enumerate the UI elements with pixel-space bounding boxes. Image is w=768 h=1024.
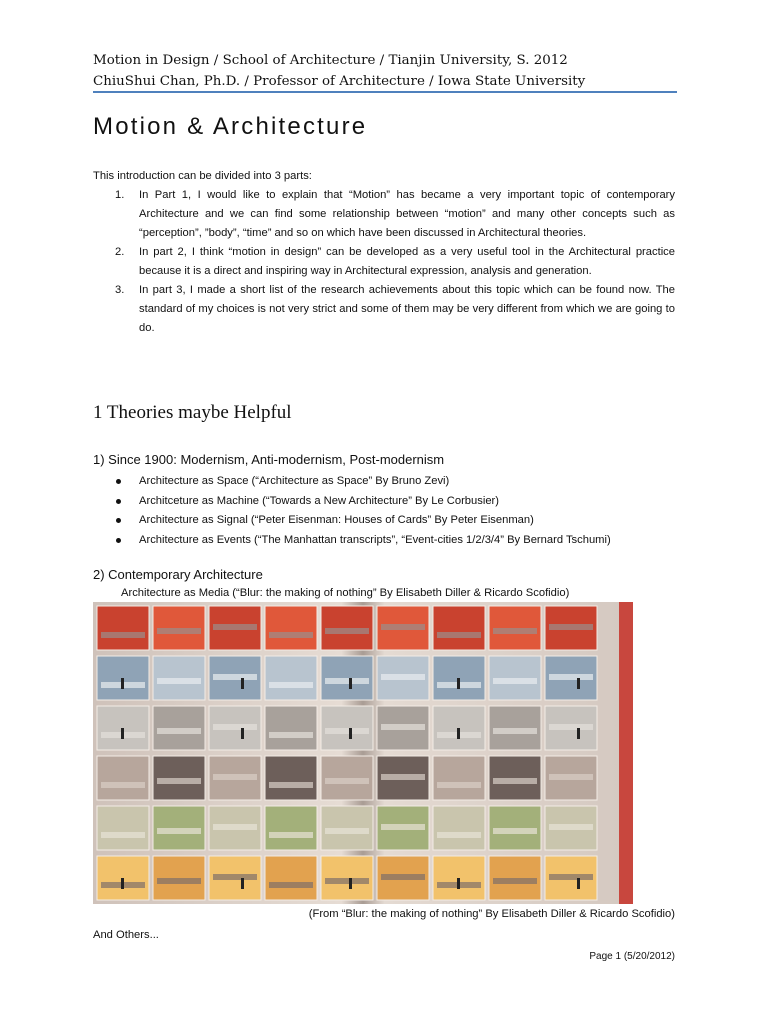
person-silhouette	[577, 678, 580, 689]
list-item	[93, 511, 683, 531]
frame-horizon	[101, 782, 145, 788]
person-silhouette	[241, 878, 244, 889]
person-silhouette	[241, 678, 244, 689]
person-silhouette	[121, 878, 124, 889]
frame-horizon	[213, 624, 257, 630]
frame-horizon	[493, 828, 537, 834]
frame-horizon	[213, 724, 257, 730]
bullet-icon	[116, 499, 121, 504]
frame-horizon	[157, 728, 201, 734]
film-frame	[433, 606, 485, 650]
intro-text: This introduction can be divided into 3 parts:	[93, 170, 312, 182]
film-frame	[97, 806, 149, 850]
subsection-heading: 1) Since 1900: Modernism, Anti-modernism, Post-modernism	[93, 452, 445, 467]
frame-horizon	[213, 674, 257, 680]
frame-horizon	[381, 724, 425, 730]
frame-horizon	[157, 628, 201, 634]
frame-horizon	[157, 678, 201, 684]
list-number: 2.	[115, 246, 125, 258]
frame-horizon	[269, 682, 313, 688]
person-silhouette	[121, 728, 124, 739]
frame-horizon	[269, 832, 313, 838]
list-text: Architecture as Events (“The Manhattan transcripts”, “Event-cities 1/2/3/4” By Bernard Tschumi)	[139, 533, 611, 546]
frame-horizon	[269, 882, 313, 888]
list-item	[93, 492, 683, 512]
frame-horizon	[269, 632, 313, 638]
frame-horizon	[157, 828, 201, 834]
frame-horizon	[325, 628, 369, 634]
frame-horizon	[549, 824, 593, 830]
film-frame	[265, 856, 317, 900]
film-frame	[433, 756, 485, 800]
person-silhouette	[457, 678, 460, 689]
person-silhouette	[577, 878, 580, 889]
frame-horizon	[325, 778, 369, 784]
frame-horizon	[549, 674, 593, 680]
running-header	[93, 50, 677, 92]
frame-horizon	[381, 874, 425, 880]
frame-horizon	[493, 778, 537, 784]
section-heading: 1 Theories maybe Helpful	[93, 402, 292, 423]
blur-book-photo	[93, 602, 633, 904]
person-silhouette	[121, 678, 124, 689]
frame-horizon	[381, 774, 425, 780]
film-frame	[97, 756, 149, 800]
frame-horizon	[549, 624, 593, 630]
document-title: Motion & Architecture	[93, 113, 368, 140]
list-text: In part 3, I made a short list of the research achievements about this topic which can be found now. The standard of my choices is not very strict and some of them may be very different from which we are going to do.	[139, 284, 675, 334]
frame-horizon	[213, 824, 257, 830]
frame-horizon	[493, 878, 537, 884]
list-item	[93, 186, 675, 243]
parts-list	[93, 186, 675, 338]
book-edge-strip	[619, 602, 633, 904]
frame-horizon	[101, 632, 145, 638]
person-silhouette	[577, 728, 580, 739]
list-text: In part 2, I think “motion in design” can be developed as a very useful tool in the Architectural practice because it is a direct and inspiring way in Architectural expression, analysis and generation.	[139, 246, 675, 277]
list-item	[93, 243, 675, 281]
frame-horizon	[325, 728, 369, 734]
frame-horizon	[549, 724, 593, 730]
frame-horizon	[493, 628, 537, 634]
frame-horizon	[381, 624, 425, 630]
frame-horizon	[493, 728, 537, 734]
film-frame	[265, 606, 317, 650]
frame-horizon	[437, 632, 481, 638]
person-silhouette	[457, 728, 460, 739]
frame-horizon	[437, 832, 481, 838]
person-silhouette	[241, 728, 244, 739]
media-caption: Architecture as Media (“Blur: the making of nothing” By Elisabeth Diller & Ricardo Scofidio)	[121, 587, 570, 599]
person-silhouette	[349, 878, 352, 889]
film-frame	[265, 756, 317, 800]
frame-horizon	[381, 824, 425, 830]
film-frame	[265, 706, 317, 750]
list-text: In Part 1, I would like to explain that “Motion” has became a very important topic of contemporary Architecture and we can find some relationship between “motion” and many other concepts such as “perception”, ”body”, “time” and so on which have been discussed in Architectural theories.	[139, 189, 675, 239]
theories-list	[93, 472, 683, 550]
figure-caption: (From “Blur: the making of nothing” By Elisabeth Diller & Ricardo Scofidio)	[308, 908, 675, 920]
book-spread-image	[93, 602, 633, 904]
list-item	[93, 472, 683, 492]
frame-horizon	[101, 832, 145, 838]
frame-horizon	[325, 678, 369, 684]
list-number: 1.	[115, 189, 125, 201]
film-frame	[433, 806, 485, 850]
frame-horizon	[269, 732, 313, 738]
list-item	[93, 281, 675, 338]
bullet-icon	[116, 479, 121, 484]
frame-horizon	[269, 782, 313, 788]
frame-horizon	[213, 874, 257, 880]
header-course-line: Motion in Design / School of Architecture / Tianjin University, S. 2012	[93, 53, 568, 68]
frame-horizon	[325, 828, 369, 834]
bullet-icon	[116, 518, 121, 523]
frame-horizon	[437, 782, 481, 788]
film-frame	[97, 606, 149, 650]
list-item	[93, 531, 683, 551]
frame-horizon	[157, 878, 201, 884]
frame-horizon	[549, 874, 593, 880]
film-frame	[265, 806, 317, 850]
frame-horizon	[157, 778, 201, 784]
list-text: Architceture as Machine (“Towards a New Architecture” By Le Corbusier)	[139, 494, 499, 507]
frame-horizon	[325, 878, 369, 884]
subsection-heading: 2) Contemporary Architecture	[93, 567, 263, 582]
list-text: Architecture as Space (“Architecture as Space” By Bruno Zevi)	[139, 475, 450, 487]
others-text: And Others...	[93, 929, 159, 941]
person-silhouette	[349, 678, 352, 689]
header-author-line: ChiuShui Chan, Ph.D. / Professor of Architecture / Iowa State University	[93, 74, 586, 89]
bullet-icon	[116, 538, 121, 543]
frame-horizon	[213, 774, 257, 780]
frame-horizon	[493, 678, 537, 684]
list-text: Architecture as Signal (“Peter Eisenman: Houses of Cards” By Peter Eisenman)	[139, 514, 534, 526]
frame-horizon	[549, 774, 593, 780]
page-footer: Page 1 (5/20/2012)	[589, 951, 675, 962]
person-silhouette	[349, 728, 352, 739]
list-number: 3.	[115, 284, 125, 296]
header-divider	[93, 91, 677, 93]
person-silhouette	[457, 878, 460, 889]
film-frame	[265, 656, 317, 700]
frame-horizon	[381, 674, 425, 680]
